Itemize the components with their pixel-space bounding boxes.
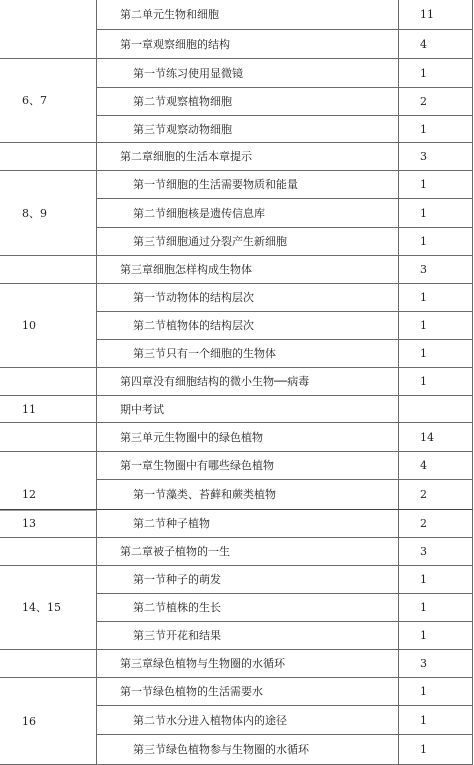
table-rule-horizontal (0, 142, 473, 143)
hours-cell: 2 (420, 517, 427, 530)
hours-cell: 4 (420, 459, 427, 472)
hours-cell: 1 (420, 122, 427, 136)
topic-cell: 第四章没有细胞结构的微小生物──病毒 (120, 375, 310, 388)
topic-cell: 第二节植株的生长 (133, 601, 221, 614)
week-cell: 12 (22, 488, 36, 501)
hours-cell: 2 (420, 488, 427, 501)
hours-cell: 2 (420, 95, 427, 108)
table-rule-horizontal (96, 198, 473, 199)
table-rule-horizontal (96, 87, 473, 88)
topic-cell: 第二节植物体的结构层次 (133, 319, 254, 332)
topic-cell: 第一节绿色植物的生活需要水 (120, 685, 263, 698)
hours-cell: 3 (420, 150, 427, 163)
topic-cell: 第三章绿色植物与生物圈的水循环 (120, 657, 285, 670)
hours-cell: 1 (420, 743, 427, 756)
table-rule-horizontal (0, 170, 473, 171)
topic-cell: 第三节绿色植物参与生物圈的水循环 (133, 743, 309, 756)
table-rule-horizontal (96, 311, 473, 312)
table-rule-horizontal (96, 115, 473, 116)
table-rule-horizontal (0, 649, 473, 650)
hours-cell: 1 (420, 573, 427, 586)
topic-cell: 第一节种子的萌发 (133, 573, 221, 586)
table-rule-horizontal (96, 339, 473, 340)
hours-cell: 1 (420, 235, 427, 248)
table-rule-horizontal (0, 58, 473, 59)
week-cell: 16 (22, 714, 36, 728)
table-rule-horizontal (0, 283, 473, 284)
topic-cell: 第一节动物体的结构层次 (133, 291, 254, 304)
table-rule-horizontal (0, 255, 473, 256)
topic-cell: 第三章细胞怎样构成生物体 (120, 263, 252, 276)
week-cell: 6、7 (22, 94, 47, 107)
topic-cell: 第一节练习使用显微镜 (133, 66, 243, 80)
table-rule-horizontal (96, 734, 473, 735)
week-cell: 14、15 (22, 601, 61, 614)
hours-cell: 1 (420, 178, 427, 191)
topic-cell: 第二章被子植物的一生 (120, 545, 230, 558)
table-rule-horizontal (0, 677, 473, 678)
topic-cell: 第三单元生物圈中的绿色植物 (120, 430, 263, 444)
table-rule-horizontal (96, 593, 473, 594)
table-rule-horizontal (96, 29, 473, 30)
week-cell: 10 (22, 319, 36, 332)
hours-cell: 1 (420, 319, 427, 332)
topic-cell: 第一章观察细胞的结构 (120, 37, 230, 51)
topic-cell: 第一章生物圈中有哪些绿色植物 (120, 459, 274, 472)
hours-cell: 1 (420, 713, 427, 727)
topic-cell: 第三节只有一个细胞的生物体 (133, 347, 276, 360)
topic-cell: 第二单元生物和细胞 (120, 8, 219, 21)
hours-cell: 1 (420, 375, 427, 388)
hours-cell: 1 (420, 291, 427, 304)
table-rule-horizontal (0, 565, 473, 566)
hours-cell: 11 (420, 8, 434, 21)
topic-cell: 第二节细胞核是遗传信息库 (133, 206, 265, 220)
topic-cell: 第二节水分进入植物体内的途径 (133, 713, 287, 727)
hours-cell: 1 (420, 206, 427, 220)
topic-cell: 第二节观察植物细胞 (133, 95, 232, 108)
table-rule-horizontal (96, 479, 473, 480)
topic-cell: 期中考试 (120, 402, 164, 416)
week-cell: 11 (22, 402, 36, 416)
topic-cell: 第三节开花和结果 (133, 629, 221, 642)
table-rule-horizontal (0, 537, 473, 538)
hours-cell: 1 (420, 347, 427, 360)
hours-cell: 4 (420, 37, 427, 51)
hours-cell: 3 (420, 545, 427, 558)
hours-cell: 1 (420, 685, 427, 698)
table-rule-horizontal (96, 227, 473, 228)
hours-cell: 14 (420, 430, 434, 444)
table-rule-horizontal (96, 705, 473, 706)
table-rule-horizontal (0, 367, 473, 368)
week-cell: 8、9 (22, 206, 47, 220)
week-cell: 13 (22, 517, 36, 530)
hours-cell: 3 (420, 263, 427, 276)
hours-cell: 1 (420, 601, 427, 614)
topic-cell: 第三节观察动物细胞 (133, 122, 232, 136)
hours-cell: 1 (420, 629, 427, 642)
table-rule-horizontal (96, 621, 473, 622)
topic-cell: 第一节藻类、苔藓和蕨类植物 (133, 488, 276, 501)
hours-cell: 3 (420, 657, 427, 670)
topic-cell: 第三节细胞通过分裂产生新细胞 (133, 235, 287, 248)
table-rule-horizontal (0, 510, 97, 511)
hours-cell: 1 (420, 66, 427, 80)
table-rule-horizontal (0, 395, 473, 396)
topic-cell: 第一节细胞的生活需要物质和能量 (133, 178, 298, 191)
topic-cell: 第二章细胞的生活本章提示 (120, 150, 252, 163)
table-rule-horizontal (0, 422, 473, 423)
topic-cell: 第二节种子植物 (133, 517, 210, 530)
table-rule-horizontal (0, 451, 473, 452)
